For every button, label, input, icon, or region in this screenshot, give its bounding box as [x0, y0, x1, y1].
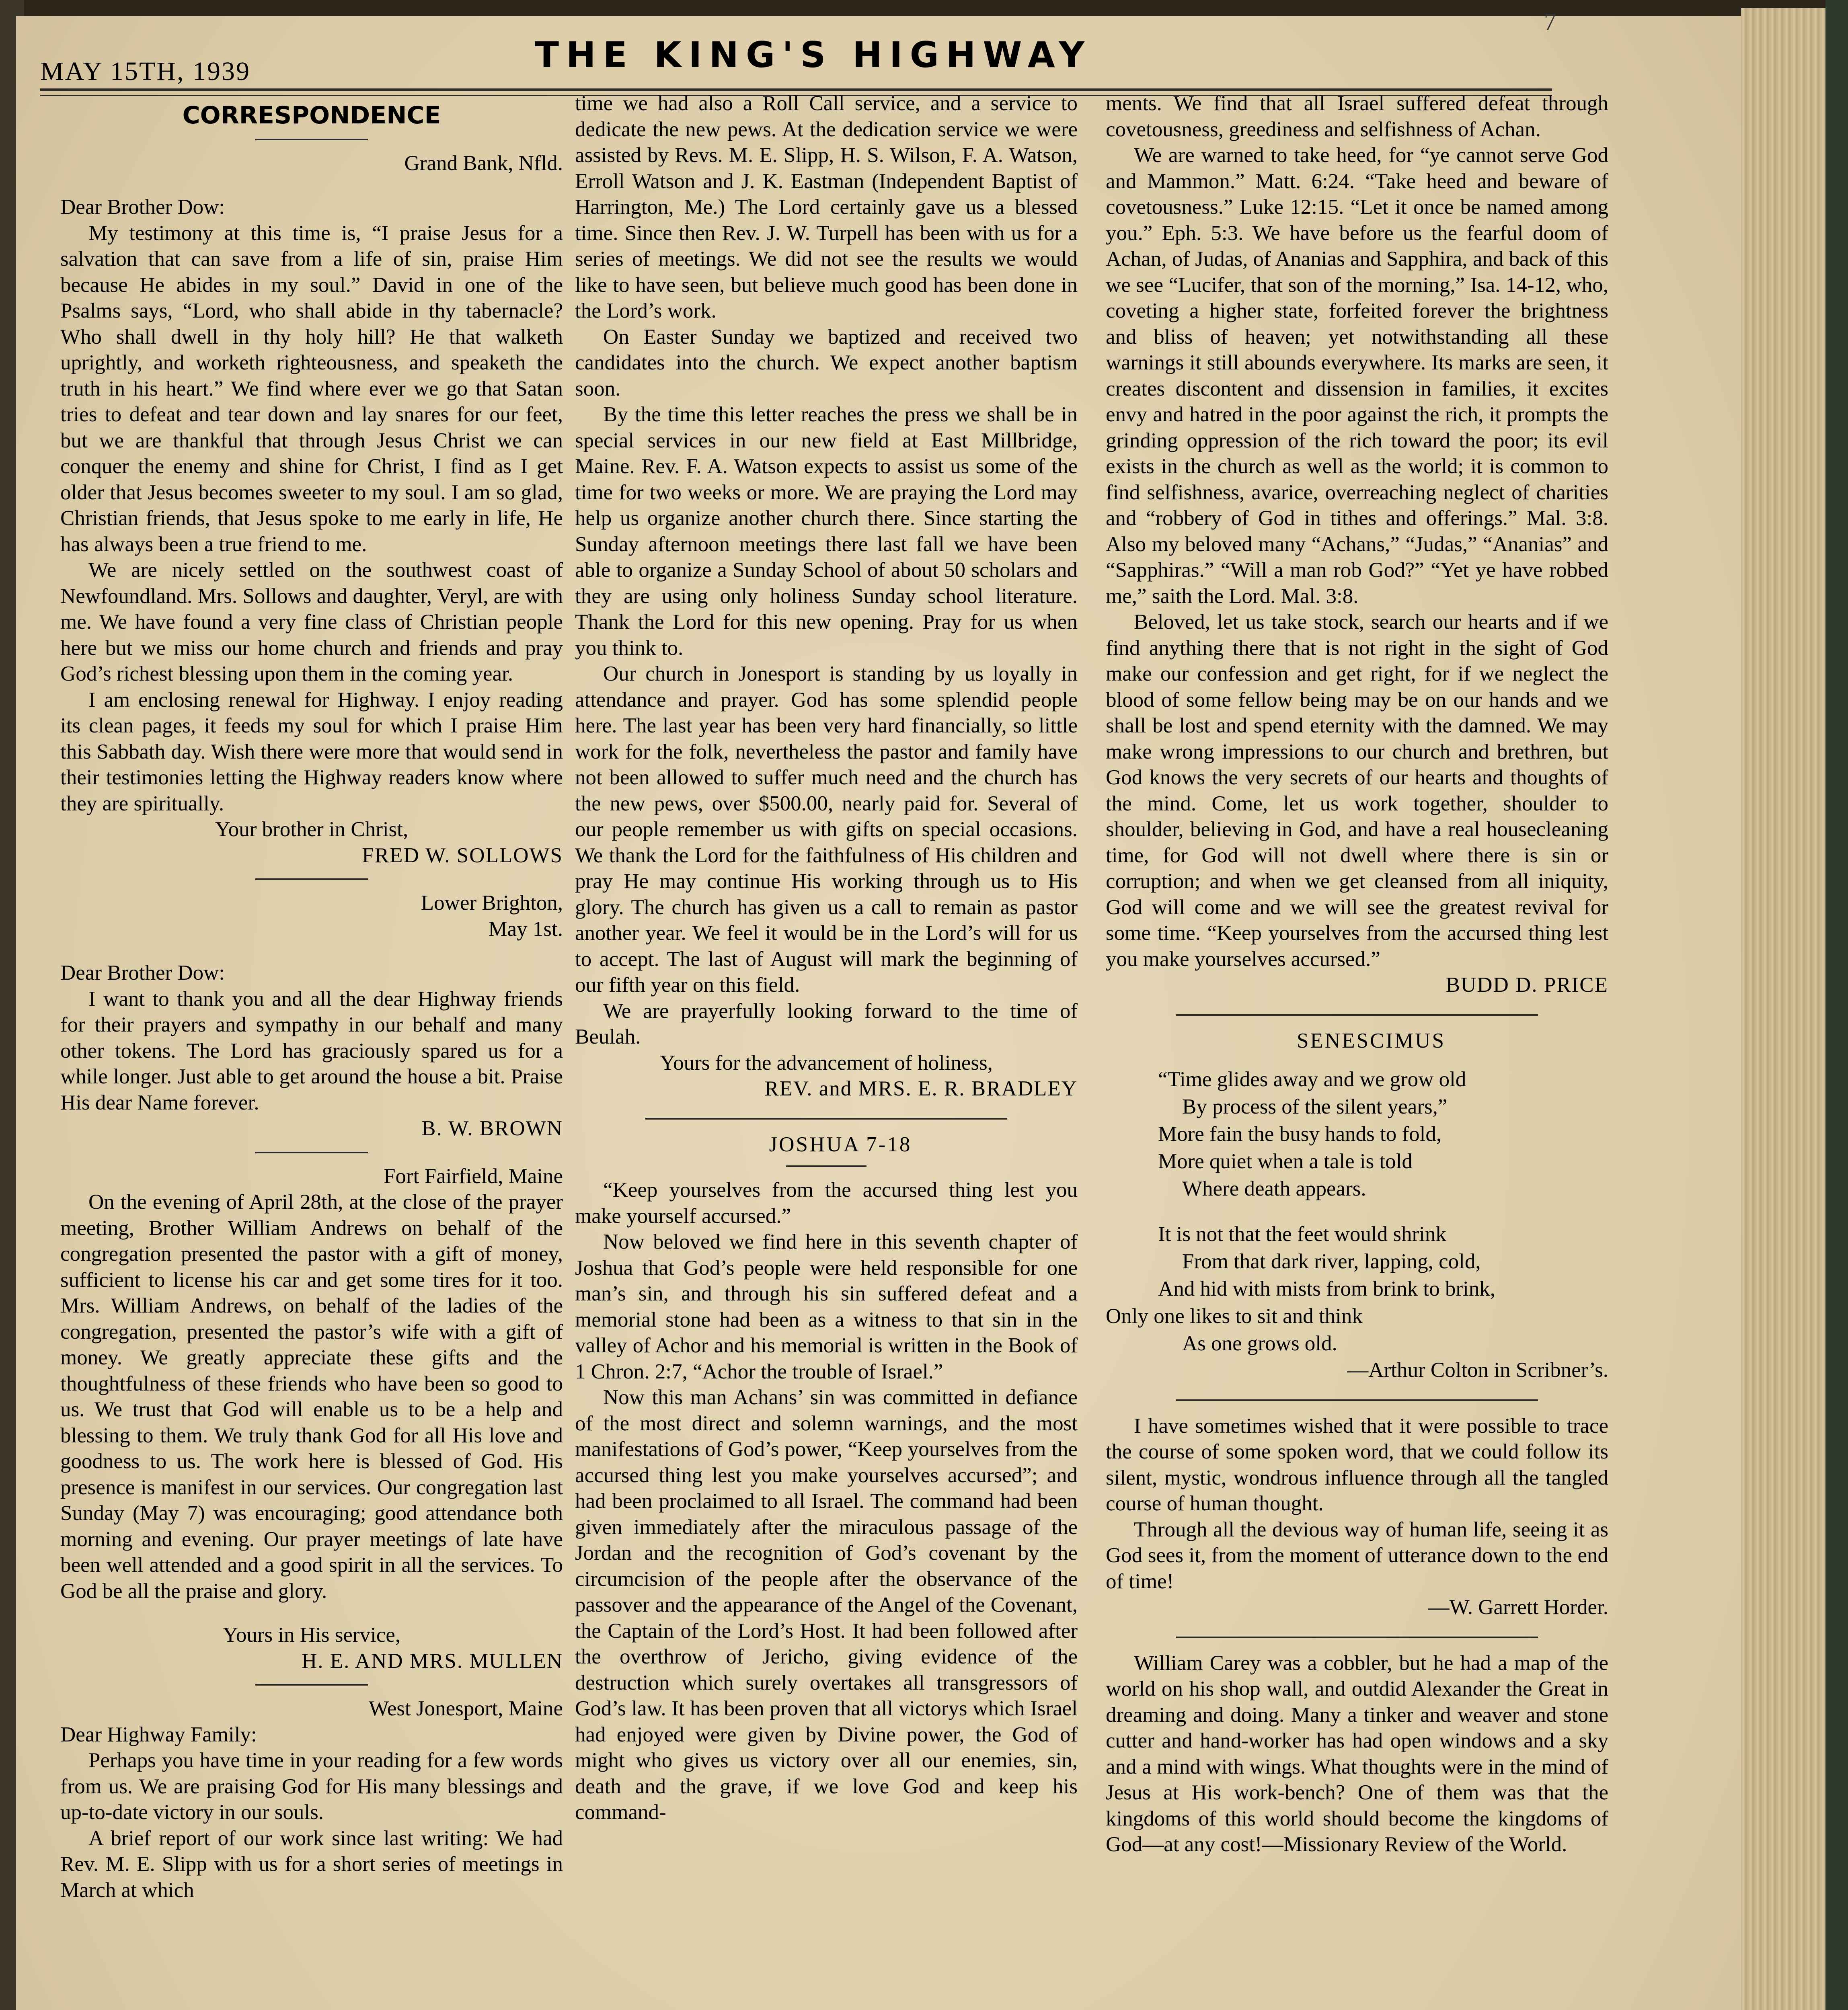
- column-2: [575, 90, 1078, 1825]
- letter-salutation: Dear Brother Dow:: [60, 961, 225, 984]
- quote-credit: —W. Garrett Horder.: [1428, 1596, 1608, 1619]
- poem-line: Where death appears.: [1182, 1177, 1366, 1200]
- letter-paragraph: We are nicely settled on the southwest coast of Newfoundland. Mrs. Sollows and daughter, Veryl, are with me. We have found a very fine class of Christian people here but we miss our home church and friends and pray God’s richest blessing upon them in the coming year.: [60, 558, 563, 685]
- divider: [255, 1684, 368, 1686]
- poem-line: And hid with mists from brink to brink,: [1158, 1277, 1496, 1300]
- letter-place: West Jonesport, Maine: [369, 1697, 563, 1720]
- column-3: [1106, 90, 1608, 1858]
- poem-line: “Time glides away and we grow old: [1158, 1068, 1466, 1091]
- poem-line: It is not that the feet would shrink: [1158, 1222, 1446, 1246]
- letter-paragraph: We are prayerfully looking forward to the time of Beulah.: [575, 999, 1078, 1048]
- divider: [1176, 1637, 1538, 1638]
- article-paragraph: We are warned to take heed, for “ye cannot serve God and Mammon.” Matt. 6:24. “Take heed and beware of covetousness.” Luke 12:15. “Let it once be named among you.” Eph. 5:3. We have before us the fearful doom of Achan, of Judas, of Ananias and Sapphira, and back of this we see “Lucifer, that son of the morning,” Isa. 14-12, who, coveting a higher state, forfeited forever the brightness and bliss of heaven; yet notwithstanding all these warnings it still abounds everywhere. Its marks are seen, it creates discontent and dissension in families, it excites envy and hatred in the poor against the rich, it prompts the grinding oppression of the rich toward the poor; its evil exists in the church as well as the world; it is common to find selfishness, avarice, overreaching neglect of charities and “robbery of God in tithes and offerings.” Mal. 3:8. Also my beloved many “Achans,” “Judas,” “Ananias” and “Sapphiras.” “Will a man rob God?” “Yet ye have robbed me,” saith the Lord. Mal. 3:8.: [1106, 144, 1608, 608]
- letter-signature: B. W. BROWN: [421, 1117, 563, 1140]
- issue-date: MAY 15TH, 1939: [40, 57, 251, 86]
- letter-place: Lower Brighton,: [421, 891, 563, 915]
- article-signature: BUDD D. PRICE: [1446, 973, 1608, 997]
- poem-line: More fain the busy hands to fold,: [1158, 1122, 1442, 1146]
- letter-paragraph: A brief report of our work since last writing: We had Rev. M. E. Slipp with us for a short series of meetings in March at which: [60, 1826, 563, 1902]
- letter-place: Grand Bank, Nfld.: [404, 151, 563, 175]
- page-number: 7: [1544, 8, 1556, 35]
- letter-paragraph: On the evening of April 28th, at the close of the prayer meeting, Brother William Andrews on behalf of the congregation presented the pastor with a gift of money, sufficient to license his car and get some tires for it too. Mrs. William Andrews, on behalf of the ladies of the congregation, presented the pastor’s wife with a gift of money. We greatly appreciate these gifts and the thoughtfulness of these friends who have been so good to us. We trust that God will enable us to be a help and blessing to them. We truly thank God for all His love and goodness to us. The work here is blessed of God. His presence is manifest in our services. Our congregation last Sunday (May 7) was encouraging; good attendance both morning and evening. Our prayer meetings of late have been well attended and a good spirit in all the services. To God be all the praise and glory.: [60, 1190, 563, 1603]
- article-paragraph: ments. We find that all Israel suffered defeat through covetousness, greediness and selfishness of Achan.: [1106, 92, 1608, 141]
- article-paragraph: “Keep yourselves from the accursed thing lest you make yourself accursed.”: [575, 1178, 1078, 1228]
- poem-title: SENESCIMUS: [1297, 1029, 1446, 1052]
- filler-paragraph: William Carey was a cobbler, but he had a map of the world on his shop wall, and outdid Alexander the Great in dreaming and doing. Many a tinker and weaver and stone cutter and hand-worker has had open windows and a sky and a mind with wings. What thoughts were in the mind of Jesus at His work-bench? One of them was that the kingdoms of this world should become the kingdoms of God—at any cost!—Missionary Review of the World.: [1106, 1651, 1608, 1856]
- letter-paragraph: Our church in Jonesport is standing by us loyally in attendance and prayer. God has some splendid people here. The last year has been very hard financially, so little work for the folk, nevertheless the pastor and family have not been allowed to suffer much need and the church has the new pews, over $500.00, nearly paid for. Several of our people remember us with gifts on special occasions. We thank the Lord for the faithfulness of His children and pray He may continue His working through us to His glory. The church has given us a call to remain as pastor another year. We feel it would be in the Lord’s will for us to accept. The last of August will mark the beginning of our fifth year on this field.: [575, 662, 1078, 997]
- article-paragraph: Beloved, let us take stock, search our hearts and if we find anything there that is not right in the sight of God make our confession and get right, for if we neglect the blood of some fellow being may be on our hands and we shall be lost and spend eternity with the damned. We may make wrong impressions to our church and brethren, but God knows the very secrets of our hearts and thoughts of the mind. Come, let us work together, shoulder to shoulder, believing in God, and have a real housecleaning time, for God will not dwell where there is sin or corruption; and when we get cleansed from all iniquity, God will come and we will see the greatest revival for some time. “Keep yourselves from the accursed thing lest you make yourselves accursed.”: [1106, 610, 1608, 971]
- divider: [1176, 1399, 1538, 1401]
- poem-line: By process of the silent years,”: [1182, 1095, 1448, 1118]
- letter-paragraph: On Easter Sunday we baptized and received two candidates into the church. We expect another baptism soon.: [575, 325, 1078, 400]
- article-paragraph: Now beloved we find here in this seventh chapter of Joshua that God’s people were held responsible for one man’s sin, and through his sin suffered defeat and a memorial stone had been as a witness to that sin in the valley of Achor and his memorial is written in the Book of 1 Chron. 2:7, “Achor the trouble of Israel.”: [575, 1230, 1078, 1383]
- poem-line: As one grows old.: [1182, 1332, 1337, 1355]
- letter-place: Fort Fairfield, Maine: [384, 1164, 563, 1188]
- letter-closing: Yours in His service,: [222, 1623, 401, 1647]
- letter-signature: H. E. AND MRS. MULLEN: [301, 1649, 563, 1673]
- poem-stanza-2: [1106, 1220, 1608, 1357]
- divider: [786, 1165, 867, 1167]
- letter-closing: Yours for the advancement of holiness,: [660, 1051, 993, 1075]
- masthead-title: THE KING'S HIGHWAY: [535, 34, 1092, 76]
- letter-paragraph: I want to thank you and all the dear Highway friends for their prayers and sympathy in our behalf and many other tokens. The Lord has graciously spared us for a while longer. Just able to get around the house a bit. Praise His dear Name forever.: [60, 987, 563, 1114]
- letter-paragraph: By the time this letter reaches the press we shall be in special services in our new field at East Millbridge, Maine. Rev. F. A. Watson expects to assist us some of the time for two weeks or more. We are praying the Lord may help us organize another church there. Since starting the Sunday afternoon meetings there last fall we have been able to organize a Sunday School of about 50 scholars and they are using only holiness Sunday school literature. Thank the Lord for this new opening. Pray for us when you think to.: [575, 403, 1078, 660]
- divider: [255, 1152, 368, 1153]
- poem-line: Only one likes to sit and think: [1106, 1304, 1363, 1328]
- book-spine: [1825, 0, 1848, 2010]
- quote-paragraph: Through all the devious way of human life, seeing it as God sees it, from the moment of utterance down to the end of time!: [1106, 1518, 1608, 1593]
- letter-paragraph: I am enclosing renewal for Highway. I enjoy reading its clean pages, it feeds my soul for which I praise Him this Sabbath day. Wish there were more that would send in their testimonies letting the Highway readers know where they are spiritually.: [60, 688, 563, 815]
- letter-salutation: Dear Brother Dow:: [60, 195, 225, 219]
- poem-stanza-1: [1106, 1066, 1608, 1202]
- letter-paragraph: My testimony at this time is, “I praise Jesus for a salvation that can save from a life of sin, praise Him because He abides in my soul.” David in one of the Psalms says, “Lord, who shall abide in thy tabernacle? Who shall dwell in thy holy hill? He that walketh uprightly, and worketh righteousness, and speaketh the truth in his heart.” We find where ever we go that Satan tries to defeat and tear down and lay snares for our feet, but we are thankful that through Jesus Christ we can conquer the enemy and shine for Christ, I find as I get older that Jesus becomes sweeter to my soul. I am so glad, Christian friends, that Jesus spoke to me early in life, He has always been a true friend to me.: [60, 221, 563, 556]
- letter-closing: Your brother in Christ,: [215, 818, 409, 841]
- letter-signature: FRED W. SOLLOWS: [362, 843, 563, 867]
- poem-line: More quiet when a tale is told: [1158, 1150, 1413, 1173]
- article-title: JOSHUA 7-18: [769, 1132, 912, 1156]
- article-paragraph: Now this man Achans’ sin was committed in defiance of the most direct and solemn warnings, and the most manifestations of God’s power, “Keep yourselves from the accursed thing lest you make yourselves accursed”; and had been proclaimed to all Israel. The command had been given immediately after the miraculous passage of the Jordan and the recognition of God’s covenant by the circumcision of the people after the observance of the passover and the appearance of the Angel of the Covenant, the Captain of the Lord’s Host. It had been followed after the overthrow of Jericho, giving evidence of the destruction which surely overtakes all transgressors of God’s law. It has been proven that all victorys which Israel had enjoyed were given by Divine power, the God of might who gives us victory over all our enemies, sin, death and the grave, if we love God and keep his command-: [575, 1386, 1078, 1824]
- letter-salutation: Dear Highway Family:: [60, 1723, 257, 1746]
- letter-paragraph: Perhaps you have time in your reading for a few words from us. We are praising God for His many blessings and up-to-date victory in our souls.: [60, 1749, 563, 1824]
- letter-date: May 1st.: [488, 917, 563, 941]
- divider: [1176, 1014, 1538, 1016]
- quote-paragraph: I have sometimes wished that it were possible to trace the course of some spoken word, that we could follow its silent, mystic, wondrous influence through all the tangled course of human thought.: [1106, 1414, 1608, 1515]
- column-1: [60, 90, 563, 1903]
- poem-line: From that dark river, lapping, cold,: [1182, 1250, 1481, 1273]
- letter-paragraph: time we had also a Roll Call service, and a service to dedicate the new pews. At the dedication service we were assisted by Revs. M. E. Slipp, H. S. Wilson, F. A. Watson, Erroll Watson and J. K. Eastman (Independent Baptist of Harrington, Me.) The Lord certainly gave us a blessed time. Since then Rev. J. W. Turpell has been with us for a series of meetings. We did not see the results we would like to have seen, but believe much good has been done in the Lord’s work.: [575, 92, 1078, 322]
- section-heading: CORRESPONDENCE: [182, 101, 441, 129]
- divider: [255, 878, 368, 880]
- letter-signature: REV. and MRS. E. R. BRADLEY: [764, 1077, 1078, 1100]
- poem-credit: —Arthur Colton in Scribner’s.: [1347, 1358, 1608, 1382]
- divider: [645, 1118, 1007, 1120]
- divider: [255, 139, 368, 140]
